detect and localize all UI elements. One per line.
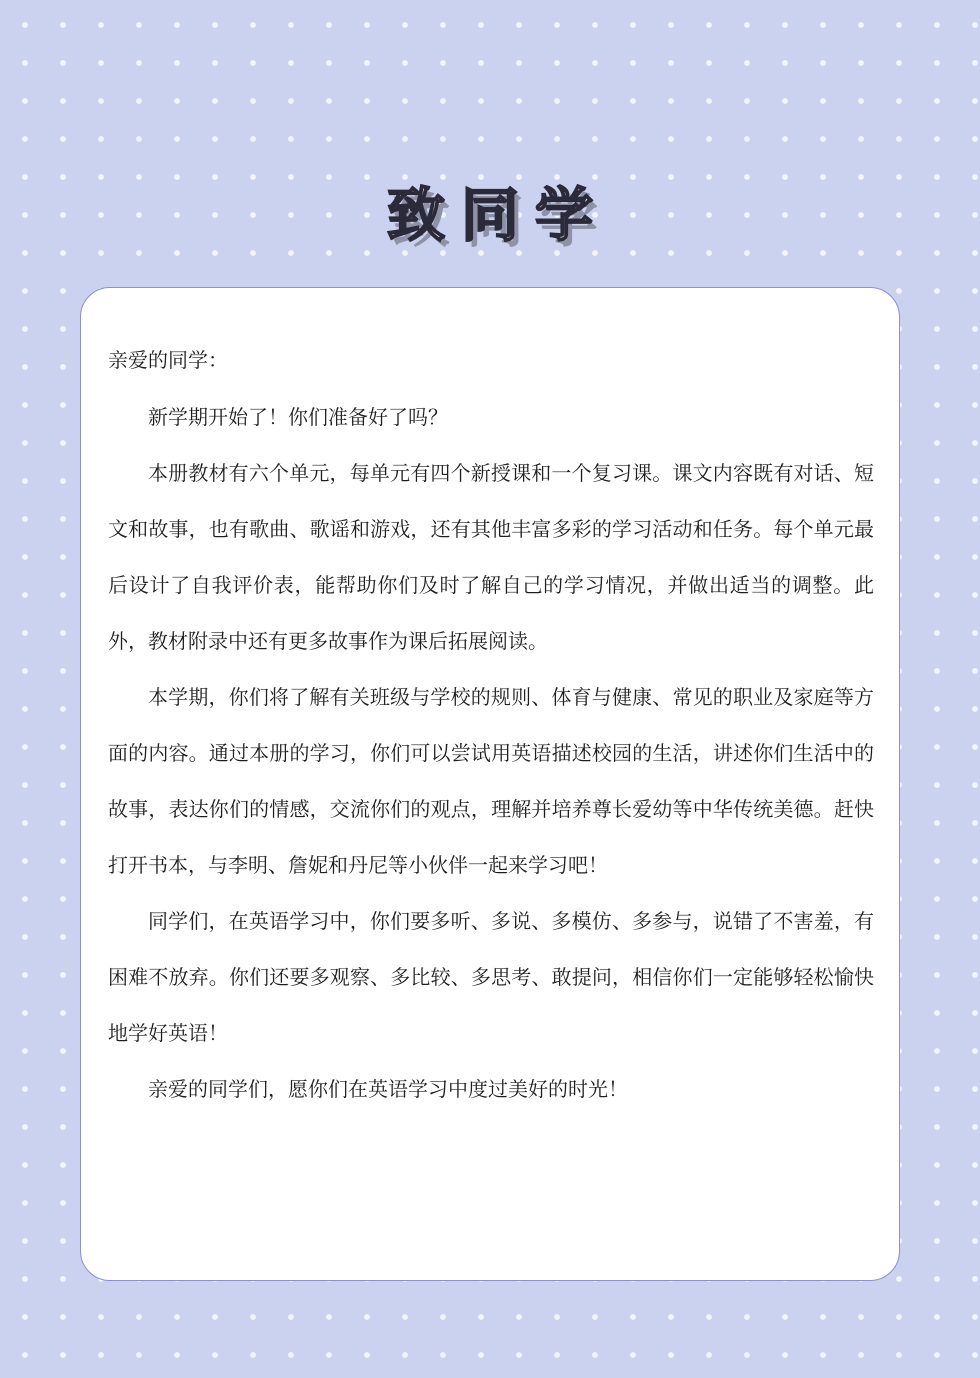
- paragraph: 本册教材有六个单元，每单元有四个新授课和一个复习课。课文内容既有对话、短文和故事，也有歌曲、歌谣和游戏，还有其他丰富多彩的学习活动和任务。每个单元最后设计了自我评价表，能帮助你们及时了解自己的学习情况，并做出适当的调整。此外，教材附录中还有更多故事作为课后拓展阅读。: [108, 461, 874, 653]
- paragraph: 本学期，你们将了解有关班级与学校的规则、体育与健康、常见的职业及家庭等方面的内容。通过本册的学习，你们可以尝试用英语描述校园的生活，讲述你们生活中的故事，表达你们的情感，交流你们的观点，理解并培养尊长爱幼等中华传统美德。赶快打开书本，与李明、詹妮和丹尼等小伙伴一起来学习吧！: [108, 685, 874, 877]
- paragraph: 同学们，在英语学习中，你们要多听、多说、多模仿、多参与，说错了不害羞，有困难不放弃。你们还要多观察、多比较、多思考、敢提问，相信你们一定能够轻松愉快地学好英语！: [108, 909, 874, 1045]
- paragraph: 新学期开始了！你们准备好了吗？: [148, 405, 448, 429]
- page-title: 致同学: [386, 181, 609, 249]
- letter-body: [108, 389, 874, 1117]
- letter-card: [80, 287, 900, 1281]
- paragraph: 亲爱的同学们，愿你们在英语学习中度过美好的时光！: [148, 1077, 628, 1101]
- greeting: 亲爱的同学：: [108, 348, 228, 372]
